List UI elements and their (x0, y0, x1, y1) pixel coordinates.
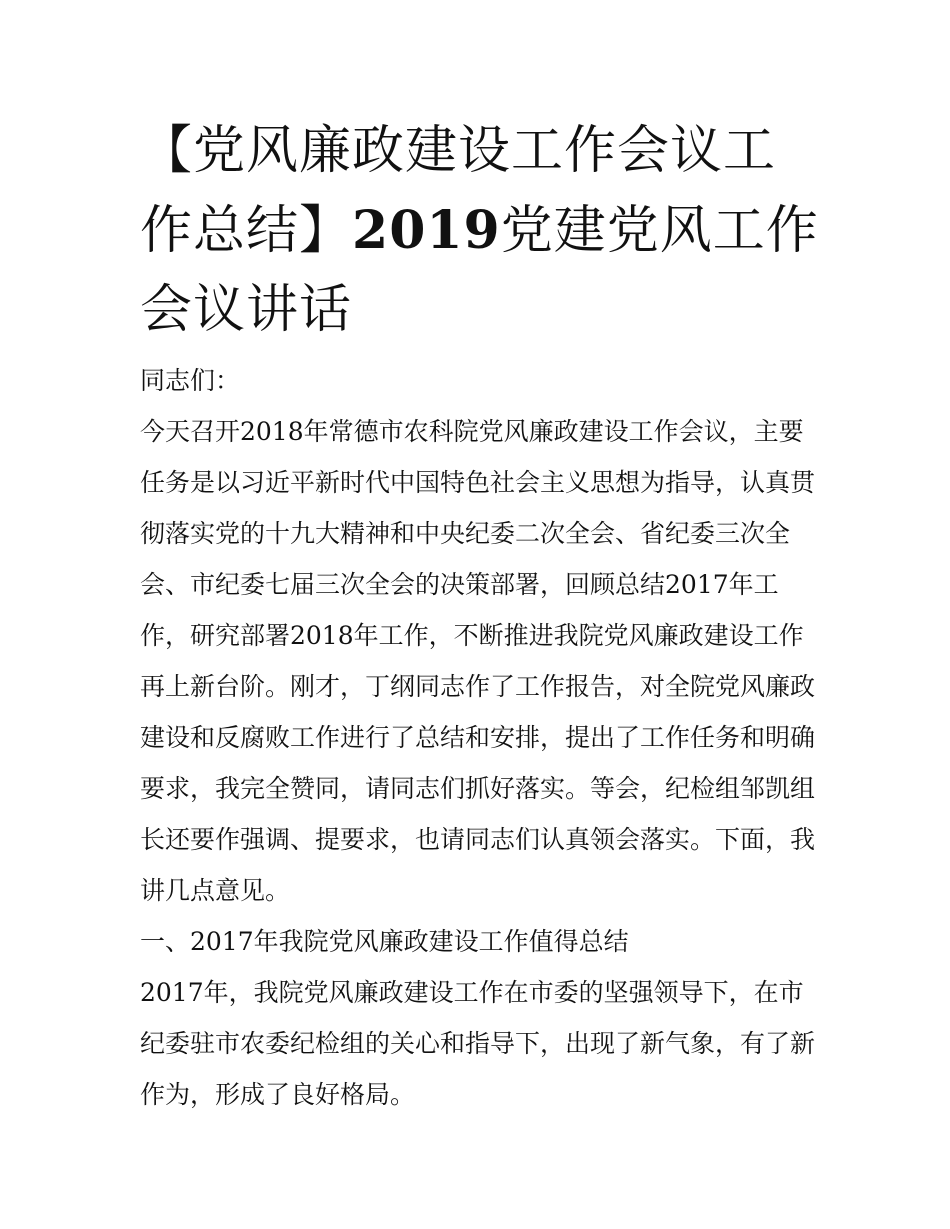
title-part-1: 【党风廉政建设工作会议工作总结】 (140, 121, 777, 261)
paragraph-opening: 今天召开2018年常德市农科院党风廉政建设工作会议，主要任务是以习近平新时代中国特色社会主义思想为指导，认真贯彻落实党的十九大精神和中央纪委二次全会、省纪委三次全会、市纪委七届三次全会的决策部署，回顾总结2017年工作，研究部署2018年工作，不断推进我院党风廉政建设工作再上新台阶。刚才，丁纲同志作了工作报告，对全院党风廉政建设和反腐败工作进行了总结和安排，提出了工作任务和明确要求，我完全赞同，请同志们抓好落实。等会，纪检组邹凯组长还要作强调、提要求，也请同志们认真领会落实。下面，我讲几点意见。 (140, 417, 816, 905)
section-heading-1: 一、2017年我院党风廉政建设工作值得总结 (140, 927, 629, 956)
salutation: 同志们： (140, 366, 241, 395)
document-title (140, 112, 820, 350)
paragraph-section-1: 2017年，我院党风廉政建设工作在市委的坚强领导下，在市纪委驻市农委纪检组的关心和指导下，出现了新气象，有了新作为，形成了良好格局。 (140, 978, 816, 1109)
title-part-2: 党建党风工作会议讲话 (140, 201, 819, 340)
title-year: 2019 (352, 200, 501, 261)
document-body (140, 355, 820, 1120)
